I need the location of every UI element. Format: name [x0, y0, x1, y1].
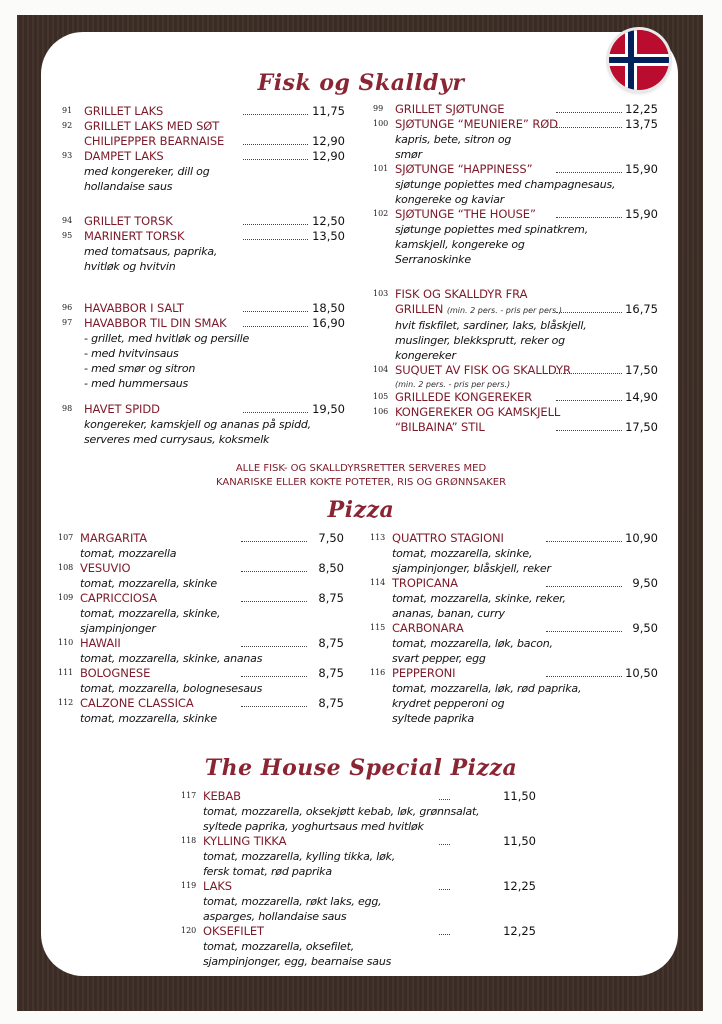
fisk-left-column	[62, 104, 345, 447]
item-description: kapris, bete, sitron og	[395, 133, 512, 146]
item-name	[395, 420, 658, 435]
leader-dots	[556, 311, 622, 313]
item-price: 15,90	[625, 162, 658, 176]
item-name-text: QUATTRO STAGIONI	[392, 531, 504, 545]
item-name-text: TROPICANA	[392, 576, 458, 590]
item-description: ananas, banan, curry	[392, 607, 505, 620]
leader-dots	[241, 645, 307, 647]
item-description: tomat, mozzarella, røkt laks, egg,	[203, 895, 382, 908]
item-name-text: GRILLET LAKS	[84, 104, 164, 118]
leader-dots	[546, 675, 622, 677]
menu-item-91[interactable]	[62, 104, 345, 119]
item-description: sjampinjonger, blåskjell, reker	[392, 562, 551, 575]
item-name	[80, 531, 344, 546]
leader-dots	[556, 171, 622, 173]
menu-item-103[interactable]	[373, 287, 658, 363]
menu-item-94[interactable]	[62, 214, 345, 229]
menu-item-105[interactable]	[373, 390, 658, 405]
item-name-text: LAKS	[203, 879, 232, 893]
menu-item-96[interactable]	[62, 301, 345, 316]
item-description: - grillet, med hvitløk og persille	[84, 332, 250, 345]
item-name-text: GRILLET LAKS MED SØT	[84, 119, 220, 133]
leader-dots	[439, 933, 450, 935]
item-name-text: KEBAB	[203, 789, 241, 803]
item-name	[392, 531, 658, 546]
item-name-text: OKSEFILET	[203, 924, 264, 938]
item-number: 109	[58, 593, 74, 602]
item-description: krydret pepperoni og	[392, 697, 505, 710]
item-name	[392, 621, 658, 636]
item-name	[84, 316, 345, 331]
item-number: 92	[62, 121, 73, 130]
item-name	[395, 117, 658, 132]
item-body	[84, 316, 345, 391]
notice-line: KANARISKE ELLER KOKTE POTETER, RIS OG GRØNNSAKER	[215, 477, 507, 488]
item-description: tomat, mozzarella, bolognesesaus	[80, 682, 263, 695]
menu-item-102[interactable]	[373, 207, 658, 267]
item-description: muslinger, blekksprutt, reker og	[395, 334, 565, 347]
item-name-text: PEPPERONI	[392, 666, 456, 680]
item-note: (min. 2 pers. - pris per pers.)	[446, 306, 562, 315]
item-description: hvitløk og hvitvin	[84, 260, 176, 273]
item-name	[392, 666, 658, 681]
item-name	[395, 302, 658, 318]
item-number: 117	[181, 791, 197, 800]
item-body	[392, 621, 658, 666]
item-body	[395, 102, 658, 117]
item-name-text: CAPRICCIOSA	[80, 591, 157, 605]
item-name-text: KONGEREKER OG KAMSKJELL	[395, 405, 561, 419]
item-number: 93	[62, 151, 73, 160]
item-body	[395, 287, 658, 363]
item-description: tomat, mozzarella, løk, bacon,	[392, 637, 553, 650]
item-body	[203, 789, 536, 834]
item-description: kongereker	[395, 349, 456, 362]
item-number: 104	[373, 365, 389, 374]
item-description: serveres med currysaus, koksmelk	[84, 433, 270, 446]
item-number: 107	[58, 533, 74, 542]
item-name-text: GRILLET SJØTUNGE	[395, 102, 505, 116]
item-description: svart pepper, egg	[392, 652, 486, 665]
item-body	[84, 214, 345, 229]
item-name-text: CARBONARA	[392, 621, 464, 635]
item-number: 115	[370, 623, 386, 632]
item-description: syltede paprika	[392, 712, 475, 725]
menu-item-104[interactable]	[373, 363, 658, 390]
item-body	[203, 879, 536, 924]
item-number: 100	[373, 119, 389, 128]
item-price: 13,75	[625, 117, 658, 131]
item-price: 8,75	[318, 591, 344, 605]
item-name	[395, 102, 658, 117]
leader-dots	[556, 126, 622, 128]
item-price: 11,50	[503, 789, 536, 803]
item-body	[80, 636, 344, 666]
item-body	[395, 117, 658, 162]
item-name-text: GRILLEN	[395, 302, 444, 316]
item-description: tomat, mozzarella, skinke	[80, 577, 217, 590]
item-body	[392, 531, 658, 576]
item-description: hvit fiskfilet, sardiner, laks, blåskjell,	[395, 319, 587, 332]
item-body	[80, 591, 344, 636]
item-price: 16,90	[312, 316, 345, 330]
item-price: 16,75	[625, 302, 658, 316]
leader-dots	[546, 585, 622, 587]
menu-item-111[interactable]	[58, 666, 344, 696]
item-description: med kongereker, dill og	[84, 165, 210, 178]
item-number: 102	[373, 209, 389, 218]
section-title-house-special: The House Special Pizza	[204, 755, 518, 781]
item-price: 8,75	[318, 636, 344, 650]
item-number: 94	[62, 216, 73, 225]
item-name	[203, 924, 536, 939]
menu-item-93[interactable]	[62, 149, 345, 194]
item-body	[392, 576, 658, 621]
item-price: 8,75	[318, 696, 344, 710]
item-name-text: SJØTUNGE “HAPPINESS”	[395, 162, 533, 176]
item-number: 95	[62, 231, 73, 240]
menu-item-99[interactable]	[373, 102, 658, 117]
item-name	[84, 301, 345, 316]
item-name-text: CALZONE CLASSICA	[80, 696, 194, 710]
menu-item-97[interactable]	[62, 316, 345, 391]
item-price: 19,50	[312, 402, 345, 416]
leader-dots	[556, 429, 622, 431]
item-name	[395, 405, 658, 420]
leader-dots	[556, 372, 622, 374]
item-price: 12,25	[503, 879, 536, 893]
menu-item-118[interactable]	[181, 834, 536, 879]
item-number: 118	[181, 836, 197, 845]
item-name	[84, 402, 345, 417]
item-note-line	[395, 378, 658, 390]
item-price: 12,90	[312, 134, 345, 148]
item-name-text: SJØTUNGE “THE HOUSE”	[395, 207, 536, 221]
item-body	[203, 924, 536, 969]
item-description: sjøtunge popiettes med champagnesaus,	[395, 178, 616, 191]
leader-dots	[243, 223, 308, 225]
item-body	[84, 301, 345, 316]
item-description: tomat, mozzarella, løk, rød paprika,	[392, 682, 582, 695]
leader-dots	[243, 411, 308, 413]
item-number: 119	[181, 881, 197, 890]
menu-item-101[interactable]	[373, 162, 658, 207]
item-name	[80, 591, 344, 606]
leader-dots	[241, 675, 307, 677]
item-number: 105	[373, 392, 389, 401]
item-name	[203, 834, 536, 849]
item-number: 110	[58, 638, 74, 647]
item-name	[395, 162, 658, 177]
leader-dots	[241, 540, 307, 542]
item-price: 8,50	[318, 561, 344, 575]
item-number: 111	[58, 668, 74, 677]
item-price: 12,90	[312, 149, 345, 163]
item-number: 108	[58, 563, 74, 572]
item-name	[395, 390, 658, 405]
leader-dots	[439, 843, 450, 845]
item-description: fersk tomat, rød paprika	[203, 865, 332, 878]
item-body	[395, 363, 658, 390]
menu-item-115[interactable]	[370, 621, 658, 666]
menu-item-110[interactable]	[58, 636, 344, 666]
item-body	[84, 402, 345, 447]
item-description: hollandaise saus	[84, 180, 173, 193]
menu-item-119[interactable]	[181, 879, 536, 924]
item-description: tomat, mozzarella, skinke,	[80, 607, 221, 620]
item-description: tomat, mozzarella, kylling tikka, løk,	[203, 850, 396, 863]
leader-dots	[241, 570, 307, 572]
item-description: - med smør og sitron	[84, 362, 196, 375]
house-special-column	[181, 789, 536, 969]
notice-line: ALLE FISK- OG SKALLDYRSRETTER SERVERES MED	[235, 463, 487, 474]
item-name	[84, 134, 345, 149]
item-description: asparges, hollandaise saus	[203, 910, 347, 923]
item-name	[84, 214, 345, 229]
item-name	[392, 576, 658, 591]
item-price: 18,50	[312, 301, 345, 315]
item-name-text: HAWAII	[80, 636, 121, 650]
item-description: tomat, mozzarella	[80, 547, 177, 560]
item-description: sjøtunge popiettes med spinatkrem,	[395, 223, 588, 236]
item-description: kongereker, kamskjell og ananas på spidd,	[84, 418, 311, 431]
item-name-text: MARINERT TORSK	[84, 229, 185, 243]
item-name-text: KYLLING TIKKA	[203, 834, 287, 848]
item-number: 120	[181, 926, 197, 935]
item-price: 10,50	[625, 666, 658, 680]
menu-item-98[interactable]	[62, 402, 345, 447]
leader-dots	[556, 216, 622, 218]
item-price: 7,50	[318, 531, 344, 545]
item-number: 116	[370, 668, 386, 677]
item-price: 12,50	[312, 214, 345, 228]
item-name-text: BOLOGNESE	[80, 666, 151, 680]
leader-dots	[243, 325, 308, 327]
leader-dots	[546, 540, 622, 542]
leader-dots	[546, 630, 622, 632]
item-number: 101	[373, 164, 389, 173]
item-name-text: CHILIPEPPER BEARNAISE	[84, 134, 225, 148]
item-name	[84, 119, 345, 134]
item-description: syltede paprika, yoghurtsaus med hvitløk	[203, 820, 424, 833]
item-price: 17,50	[625, 363, 658, 377]
item-body	[395, 390, 658, 405]
leader-dots	[243, 158, 308, 160]
item-name	[80, 636, 344, 651]
item-name-text: SJØTUNGE “MEUNIERE” RØD	[395, 117, 558, 131]
item-number: 114	[370, 578, 386, 587]
menu-item-113[interactable]	[370, 531, 658, 576]
side-dish-notice	[0, 462, 722, 490]
item-description: tomat, mozzarella, skinke,	[392, 547, 533, 560]
item-description: kongereke og kaviar	[395, 193, 505, 206]
menu-item-107[interactable]	[58, 531, 344, 561]
item-description: med tomatsaus, paprika,	[84, 245, 218, 258]
item-price: 11,75	[312, 104, 345, 118]
leader-dots	[241, 705, 307, 707]
item-price: 14,90	[625, 390, 658, 404]
item-description: - med hvitvinsaus	[84, 347, 179, 360]
item-description: tomat, mozzarella, skinke, reker,	[392, 592, 566, 605]
menu-item-116[interactable]	[370, 666, 658, 726]
item-description: kamskjell, kongereke og	[395, 238, 525, 251]
item-price: 10,90	[625, 531, 658, 545]
item-number: 99	[373, 104, 384, 113]
item-price: 9,50	[632, 576, 658, 590]
section-title-fisk: Fisk og Skalldyr	[257, 70, 465, 96]
menu-item-112[interactable]	[58, 696, 344, 726]
item-number: 96	[62, 303, 73, 312]
menu-item-120[interactable]	[181, 924, 536, 969]
menu-item-114[interactable]	[370, 576, 658, 621]
leader-dots	[556, 111, 622, 113]
item-description: tomat, mozzarella, skinke, ananas	[80, 652, 263, 665]
leader-dots	[439, 888, 450, 890]
menu-item-109[interactable]	[58, 591, 344, 636]
item-name	[84, 104, 345, 119]
item-name	[203, 879, 536, 894]
menu-item-117[interactable]	[181, 789, 536, 834]
leader-dots	[243, 143, 308, 145]
item-name-text: HAVABBOR I SALT	[84, 301, 184, 315]
item-body	[80, 696, 344, 726]
item-body	[203, 834, 536, 879]
item-name-text: SUQUET AV FISK OG SKALLDYR	[395, 363, 571, 377]
item-body	[80, 666, 344, 696]
item-name-text: MARGARITA	[80, 531, 148, 545]
item-price: 11,50	[503, 834, 536, 848]
leader-dots	[241, 600, 307, 602]
menu-item-100[interactable]	[373, 117, 658, 162]
leader-dots	[243, 238, 308, 240]
item-name	[395, 207, 658, 222]
item-price: 13,50	[312, 229, 345, 243]
menu-item-92[interactable]	[62, 119, 345, 149]
leader-dots	[439, 798, 450, 800]
item-name-text: HAVET SPIDD	[84, 402, 160, 416]
item-body	[395, 162, 658, 207]
item-number: 106	[373, 407, 389, 416]
item-name	[80, 696, 344, 711]
item-number: 113	[370, 533, 386, 542]
leader-dots	[243, 113, 308, 115]
item-number: 103	[373, 289, 389, 298]
item-name-text: “BILBAINA” STIL	[395, 420, 485, 434]
item-name	[84, 229, 345, 244]
item-name	[80, 666, 344, 681]
item-body	[84, 104, 345, 119]
item-name-text: HAVABBOR TIL DIN SMAK	[84, 316, 227, 330]
item-price: 15,90	[625, 207, 658, 221]
leader-dots	[556, 399, 622, 401]
item-name-text: VESUVIO	[80, 561, 131, 575]
item-name-text: DAMPET LAKS	[84, 149, 164, 163]
item-body	[80, 561, 344, 591]
item-number: 97	[62, 318, 73, 327]
item-price: 12,25	[503, 924, 536, 938]
pizza-left-column	[58, 531, 344, 726]
item-body	[84, 229, 345, 274]
item-number: 98	[62, 404, 73, 413]
item-price: 12,25	[625, 102, 658, 116]
item-price: 9,50	[632, 621, 658, 635]
item-description: tomat, mozzarella, oksekjøtt kebab, løk, grønnsalat,	[203, 805, 480, 818]
item-description: sjampinjonger	[80, 622, 156, 635]
item-body	[80, 531, 344, 561]
item-name	[395, 363, 658, 378]
leader-dots	[243, 310, 308, 312]
pizza-right-column	[370, 531, 658, 726]
item-name	[203, 789, 536, 804]
menu-item-95[interactable]	[62, 229, 345, 274]
item-description: - med hummersaus	[84, 377, 189, 390]
item-name	[80, 561, 344, 576]
item-price: 8,75	[318, 666, 344, 680]
section-title-pizza: Pizza	[327, 497, 395, 523]
menu-item-108[interactable]	[58, 561, 344, 591]
item-description: sjampinjonger, egg, bearnaise saus	[203, 955, 392, 968]
item-price: 17,50	[625, 420, 658, 434]
item-name	[395, 287, 658, 302]
item-name-text: GRILLET TORSK	[84, 214, 173, 228]
item-description: tomat, mozzarella, oksefilet,	[203, 940, 355, 953]
item-description: smør	[395, 148, 422, 161]
item-description: Serranoskinke	[395, 253, 471, 266]
item-number: 112	[58, 698, 74, 707]
item-body	[84, 149, 345, 194]
fisk-right-column	[373, 102, 658, 435]
menu-item-106[interactable]	[373, 405, 658, 435]
item-number: 91	[62, 106, 73, 115]
item-name-text: GRILLEDE KONGEREKER	[395, 390, 533, 404]
item-description: tomat, mozzarella, skinke	[80, 712, 217, 725]
item-name-text: FISK OG SKALLDYR FRA	[395, 287, 528, 301]
item-note: (min. 2 pers. - pris per pers.)	[395, 380, 511, 389]
item-name	[84, 149, 345, 164]
